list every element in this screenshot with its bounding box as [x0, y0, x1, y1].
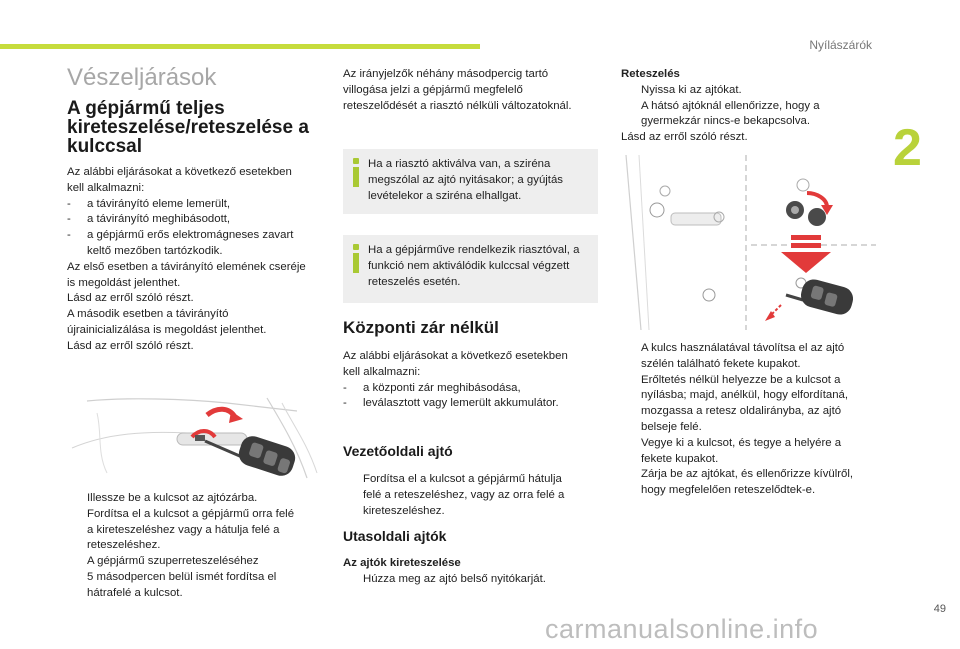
heading-utas: Utasoldali ajtók [343, 528, 447, 544]
heading-line: kireteszelése/reteszelése a [67, 117, 309, 138]
info-icon [353, 244, 359, 272]
chapter-number: 2 [893, 119, 922, 177]
steps-col1: Illessze be a kulcsot az ajtózárba. Fordítsa el a kulcsot a gépjármű orra felé a kireteszeléshez vagy a hátulja felé a reteszeléshez. A gépjármű szuperreteszeléséhez 5 másodpercen belül ismét fordítsa el hátrafelé a kulcsot. [67, 491, 332, 602]
page-title: Vészeljárások [67, 64, 217, 91]
list-item: A kulcs használatával távolítsa el az ajtó [641, 342, 845, 354]
list-item: A gépjármű szuperreteszeléséhez [87, 555, 259, 568]
list-item: Fordítsa el a kulcsot a gépjármű hátulja [363, 473, 562, 485]
list-item: - a központi zár meghibásodása, [343, 381, 521, 394]
header-accent-bar [0, 44, 480, 49]
reteszeles-text: Reteszelés Nyissa ki az ajtókat. A hátsó ajtóknál ellenőrizze, hogy a gyermekzár nincs-e bekapcsolva. Lásd az erről szóló részt. [621, 67, 881, 146]
list-item: Vegye ki a kulcsot, és tegye a helyére a [641, 436, 842, 449]
list-item: Illessze be a kulcsot az ajtózárba. [87, 492, 258, 504]
kozponti-text: Az alábbi eljárásokat a következő esetekben kell alkalmazni: - a központi zár meghibásodása, - leválasztott vagy lemerült akkumulátor. [343, 349, 603, 412]
list-item: Fordítsa el a kulcsot a gépjármű orra felé [87, 507, 295, 520]
info-box-alarm-key: Ha a gépjárműve rendelkezik riasztóval, a funkció nem aktiválódik kulccsal végzett reteszelés esetén. [343, 235, 598, 303]
locking-note: Az irányjelzők néhány másodpercig tartó villogása jelzi a gépjármű megfelelő reteszelődését a riasztó nélküli változatoknál. [343, 68, 572, 112]
intro-text: Az alábbi eljárásokat a következő esetekben kell alkalmazni: - a távirányító eleme lemerült, - a távirányító meghibásodott, - a gépjármű erős elektromágneses zavart keltő mezőben tartózkodik. Az első esetben a távirányító elemének cseréje is megoldást jelenthet. Lásd az erről szóló részt. A második esetben a távirányító újrainicializálása is megoldást jelenthet. Lásd az erről szóló részt. [67, 165, 332, 355]
list-item: Nyissa ki az ajtókat. [641, 83, 742, 96]
section-heading [67, 99, 327, 156]
list-item: - a távirányító meghibásodott, [67, 213, 231, 226]
list-item: A hátsó ajtóknál ellenőrizze, hogy a [641, 99, 820, 112]
heading-line: A gépjármű teljes [67, 98, 225, 119]
heading-vezeto: Vezetőoldali ajtó [343, 443, 453, 459]
list-item: Erőltetés nélkül helyezze be a kulcsot a [641, 373, 841, 386]
heading-line: kulccsal [67, 136, 142, 157]
heading-kozponti: Központi zár nélkül [343, 318, 499, 337]
info-icon [353, 158, 359, 186]
info-box-alarm: Ha a riasztó aktiválva van, a sziréna megszólal az ajtó nyitásakor; a gyújtás levételekor a sziréna elhallgat. [343, 149, 598, 214]
list-item: Húzza meg az ajtó belső nyitókarját. [363, 572, 546, 585]
vezeto-text: Fordítsa el a kulcsot a gépjármű hátulja felé a reteszeléshez, vagy az orra felé a kireteszeléshez. [343, 472, 603, 519]
steps-col3: A kulcs használatával távolítsa el az ajtó szélén található fekete kupakot. Erőltetés nélkül helyezze be a kulcsot a nyílásba; majd, anélkül, hogy elfordítaná, mozgassa a retesz oldalirányba, az ajtó belseje felé. Vegye ki a kulcsot, és tegye a helyére a fekete kupakot. Zárja be az ajtókat, és ellenőrizze kívülről, hogy megfelelően reteszelődtek-e. [621, 341, 883, 499]
door-lock-illustration [621, 155, 876, 330]
list-item: - a távirányító eleme lemerült, [67, 197, 231, 210]
utas-text: Az ajtók kireteszelése Húzza meg az ajtó belső nyitókarját. [343, 556, 603, 588]
watermark: carmanualsonline.info [545, 614, 819, 644]
list-item: - a gépjármű erős elektromágneses zavart [67, 229, 294, 242]
page-number: 49 [933, 603, 946, 615]
section-title: Nyílászárók [809, 38, 872, 52]
list-item: Zárja be az ajtókat, és ellenőrizze kívülről, [641, 468, 854, 481]
door-key-illustration [67, 393, 322, 485]
list-item: - leválasztott vagy lemerült akkumulátor. [343, 397, 559, 410]
